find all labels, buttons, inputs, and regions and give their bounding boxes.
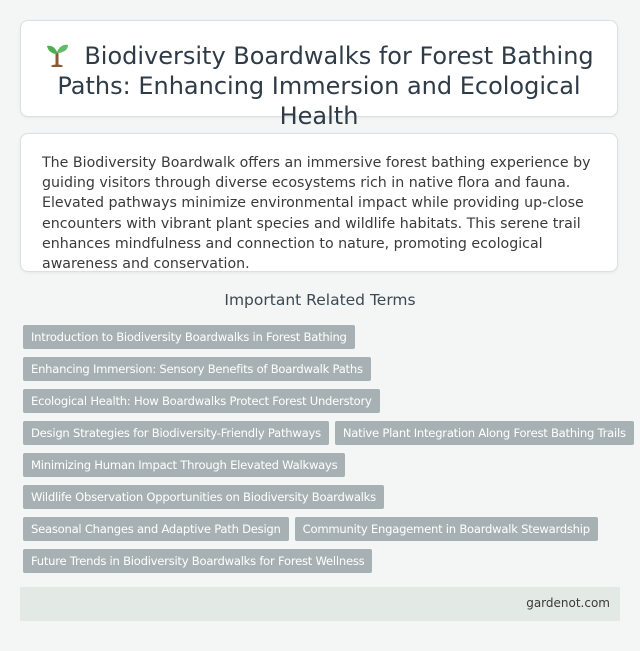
related-terms-heading: Important Related Terms bbox=[224, 291, 416, 309]
related-term-tag[interactable]: Minimizing Human Impact Through Elevated Walkways bbox=[23, 453, 345, 477]
related-term-tag[interactable]: Enhancing Immersion: Sensory Benefits of Boardwalk Paths bbox=[23, 357, 371, 381]
tag-row bbox=[23, 453, 623, 477]
title-card bbox=[20, 20, 618, 130]
footer-site-link[interactable]: gardenot.com bbox=[526, 596, 610, 610]
tag-row bbox=[23, 549, 623, 573]
related-term-tag[interactable]: Ecological Health: How Boardwalks Protect Forest Understory bbox=[23, 389, 380, 413]
related-term-tag[interactable]: Wildlife Observation Opportunities on Biodiversity Boardwalks bbox=[23, 485, 384, 509]
related-term-tag[interactable]: Future Trends in Biodiversity Boardwalks for Forest Wellness bbox=[23, 549, 372, 573]
tag-row bbox=[23, 421, 626, 445]
related-term-tag[interactable]: Introduction to Biodiversity Boardwalks in Forest Bathing bbox=[23, 325, 355, 349]
tag-row bbox=[23, 485, 623, 509]
title-text: Biodiversity Boardwalks for Forest Bathing Paths: Enhancing Immersion and Ecological Health bbox=[57, 42, 594, 130]
tag-row bbox=[23, 517, 623, 541]
related-term-tag[interactable]: Seasonal Changes and Adaptive Path Design bbox=[23, 517, 289, 541]
related-term-tag[interactable]: Community Engagement in Boardwalk Stewardship bbox=[295, 517, 598, 541]
sprout-icon bbox=[44, 41, 70, 67]
related-term-tag[interactable]: Native Plant Integration Along Forest Bathing Trails bbox=[335, 421, 634, 445]
description-text: The Biodiversity Boardwalk offers an immersive forest bathing experience by guiding visitors through diverse ecosystems rich in native flora and fauna. Elevated pathways minimize environmental impact while providing up-close encounters with vibrant plant species and wildlife habitats. This serene trail enhances mindfulness and connection to nature, promoting ecological awareness and conservation. bbox=[42, 155, 591, 273]
related-term-tag[interactable]: Design Strategies for Biodiversity-Friendly Pathways bbox=[23, 421, 329, 445]
tag-row bbox=[23, 325, 623, 349]
tag-row bbox=[23, 357, 623, 381]
page-title bbox=[21, 41, 617, 131]
tag-row bbox=[23, 389, 623, 413]
description-card bbox=[20, 133, 618, 272]
footer-bar bbox=[20, 587, 620, 621]
related-terms-list bbox=[23, 325, 626, 581]
